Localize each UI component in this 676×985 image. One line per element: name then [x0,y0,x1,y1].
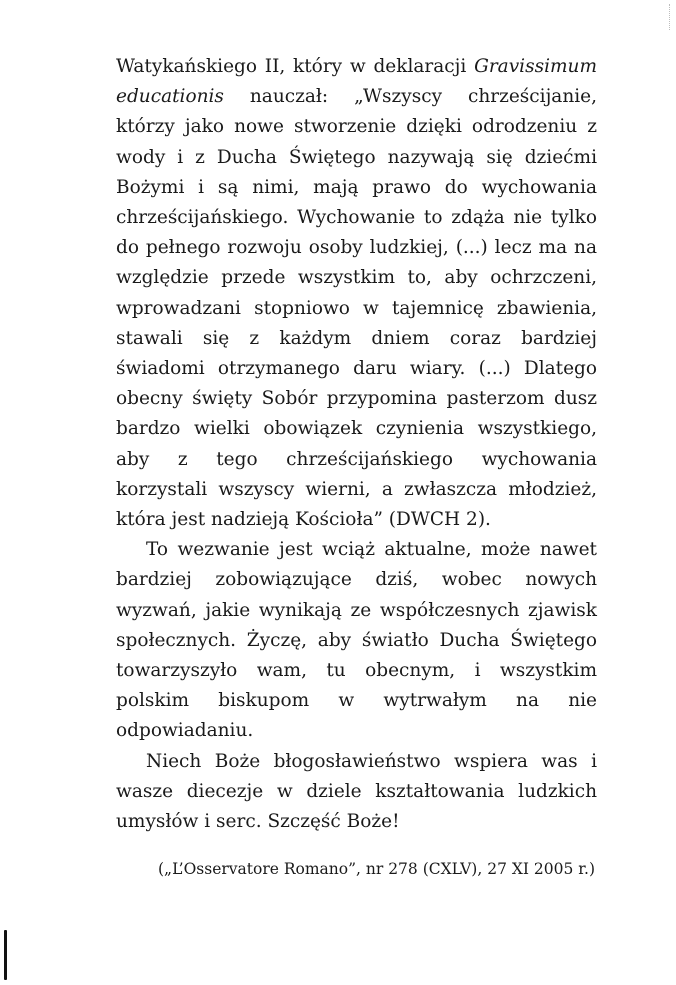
page-text [116,52,597,880]
scan-edge-mark [4,930,7,980]
document-title-italic: Gravissimum educationis [116,56,597,108]
paragraph-3: Niech Boże błogosławieństwo wspiera was i wasze diecezje w dziele kształtowania ludzkich umysłów i serc. Szczęść Boże! [116,750,597,833]
scan-edge-dots [668,4,670,30]
paragraph-2: To wezwanie jest wciąż aktualne, może nawet bardziej zobowiązujące dziś, wobec nowych wyzwań, jakie wynikają ze współczesnych zjawisk społecznych. Życzę, aby światło Ducha Świętego towarzyszyło wam, tu obecnym, i wszystkim polskim biskupom w wytrwałym na nie odpowiadaniu. [116,539,597,742]
paragraph-1-start: Watykańskiego II, który w deklaracji [116,56,475,77]
paragraph-1-quote: nauczał: „Wszyscy chrześcijanie, którzy jako nowe stworzenie dzięki odrodzeniu z wody i z Ducha Świętego nazywają się dziećmi Bożymi i są nimi, mają prawo do wychowania chrześcijańskiego. Wychowanie to zdąża nie tylko do pełnego rozwoju osoby ludzkiej, (...) lecz ma na względzie przede wszystkim to, aby ochrzczeni, wprowadzani stopniowo w tajemnicę zbawienia, stawali się z każdym dniem coraz bardziej świadomi otrzymanego daru wiary. (...) Dlatego obecny święty Sobór przypomina pasterzom dusz bardzo wielki obowiązek czynienia wszystkiego, aby z tego chrześcijańskiego wychowania korzystali wszyscy wierni, a zwłaszcza młodzież, która jest nadzieją Kościoła” (DWCH 2). [116,86,597,531]
source-citation: („L’Osservatore Romano”, nr 278 (CXLV), 27 XI 2005 r.) [158,860,595,879]
paragraph-1 [116,52,597,535]
